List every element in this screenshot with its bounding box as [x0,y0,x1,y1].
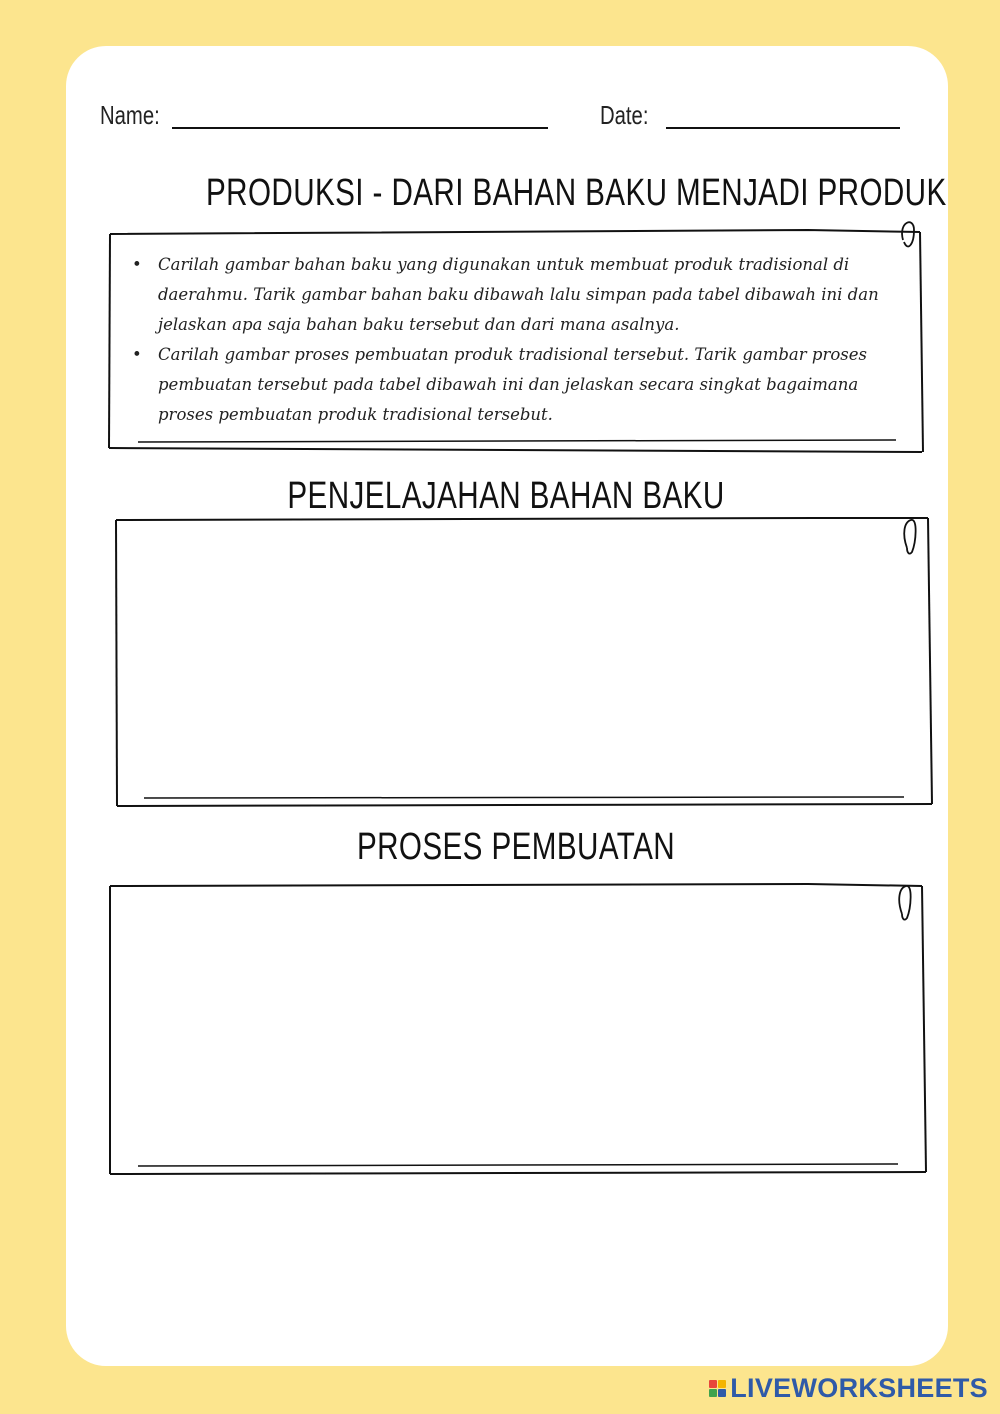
raw-materials-drop-area[interactable] [114,512,934,808]
date-field[interactable] [666,127,900,129]
watermark-text: LIVEWORKSHEETS [730,1373,988,1403]
process-drop-area[interactable] [108,880,928,1178]
instructions-list [130,250,910,430]
bullet-icon: • [132,255,142,274]
date-label: Date: [600,100,649,130]
name-label: Name: [100,100,160,130]
liveworksheets-watermark [709,1373,988,1404]
section-heading-raw-materials: PENJELAJAHAN BAHAN BAKU [287,475,725,517]
section-heading-process: PROSES PEMBUATAN [356,826,676,868]
raw-materials-frame-border [114,512,934,808]
instruction-item [130,340,910,430]
name-field[interactable] [172,127,548,129]
page-title: PRODUKSI - DARI BAHAN BAKU MENJADI PRODUK [206,172,947,214]
bullet-icon: • [132,345,142,364]
instruction-text: Carilah gambar bahan baku yang digunakan untuk membuat produk tradisional di daerahmu. Tarik gambar bahan baku dibawah lalu simpan pada tabel dibawah ini dan jelaskan apa saja bahan baku tersebut dan dari mana asalnya. [158,255,879,334]
liveworksheets-logo-icon [709,1380,726,1397]
instruction-text: Carilah gambar proses pembuatan produk tradisional tersebut. Tarik gambar proses pembuatan tersebut pada tabel dibawah ini dan jelaskan secara singkat bagaimana proses pembuatan produk tradisional tersebut. [158,345,867,424]
process-frame-border [108,880,928,1178]
instruction-item [130,250,910,340]
